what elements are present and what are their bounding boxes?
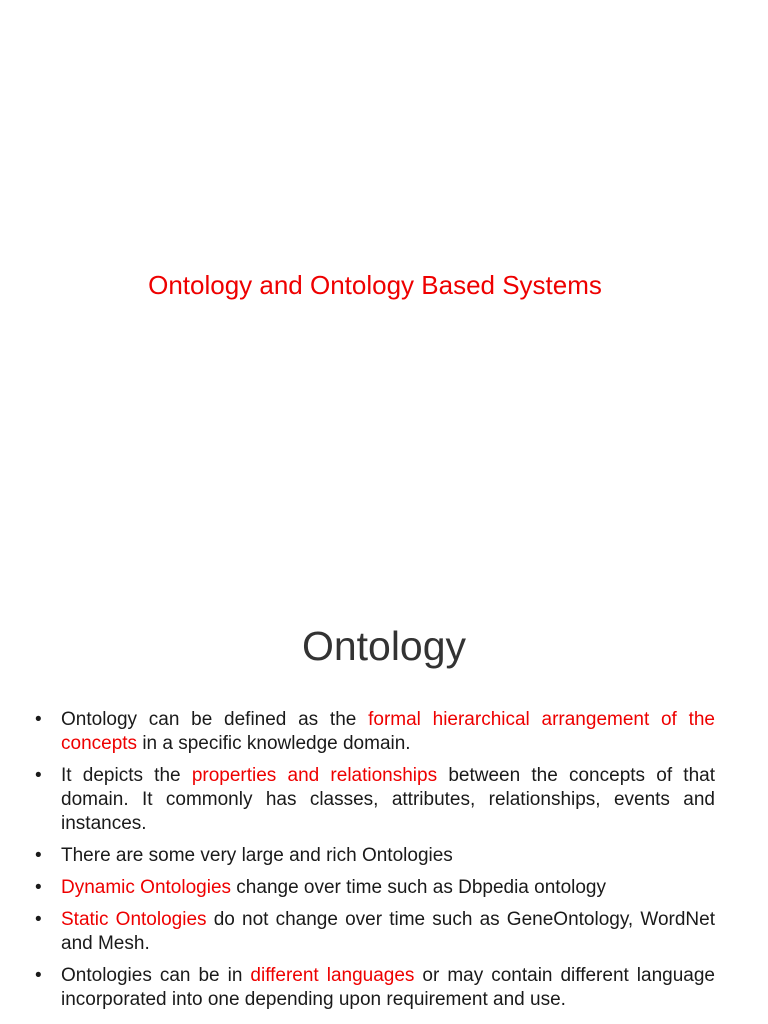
bullet-marker: •: [35, 965, 42, 986]
bullet-marker: •: [35, 909, 42, 930]
bullet-text-segment: between the concepts of that domain. It commonly has classes, attributes, relationships, events and instances.: [61, 765, 715, 834]
section-heading: Ontology: [301, 623, 467, 669]
bullet-text-segment: Ontologies can be in: [61, 965, 251, 986]
highlighted-text-segment: Dynamic Ontologies: [61, 877, 232, 898]
bullet-marker: •: [35, 765, 42, 786]
bullet-text-segment: change over time such as Dbpedia ontology: [231, 877, 606, 898]
bullet-text-segment: in a specific knowledge domain.: [137, 733, 411, 754]
bullet-item: [35, 964, 715, 1012]
bullet-marker: •: [35, 709, 42, 730]
bullet-item: [35, 908, 715, 956]
highlighted-text-segment: different languages: [250, 965, 415, 986]
bullet-marker: •: [35, 845, 42, 866]
bullet-marker: •: [35, 877, 42, 898]
slide-title: Ontology and Ontology Based Systems: [148, 270, 602, 300]
bullet-item: [35, 764, 715, 836]
highlighted-text-segment: formal hierarchical arrangement of the concepts: [61, 709, 715, 754]
bullet-text-segment: Ontology can be defined as the: [61, 709, 369, 730]
bullet-item: [35, 876, 715, 900]
bullet-text-segment: do not change over time such as GeneOntology, WordNet and Mesh.: [61, 909, 715, 954]
bullet-list: [35, 708, 715, 1020]
bullet-item: [35, 708, 715, 756]
bullet-text-segment: There are some very large and rich Ontologies: [61, 845, 453, 866]
highlighted-text-segment: properties and relationships: [191, 765, 438, 786]
bullet-text-segment: or may contain different language incorporated into one depending upon requirement and use.: [61, 965, 715, 1010]
highlighted-text-segment: Static Ontologies: [61, 909, 207, 930]
bullet-item: [35, 844, 715, 868]
bullet-text-segment: It depicts the: [61, 765, 192, 786]
